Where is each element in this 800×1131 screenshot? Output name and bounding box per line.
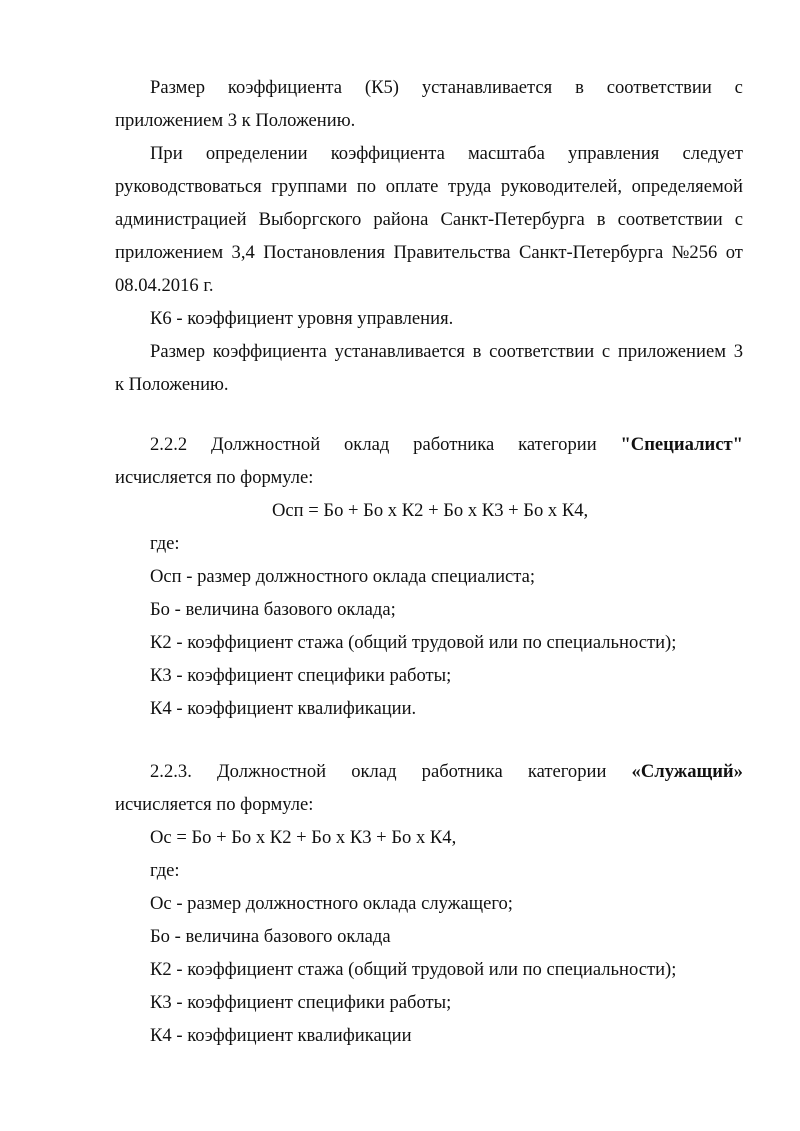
k6-definition: К6 - коэффициент уровня управления. xyxy=(150,308,454,329)
paragraph-scale-word: в xyxy=(596,209,606,230)
paragraph-k5-word: устанавливается xyxy=(421,77,553,98)
paragraph-k6-size-word: устанавливается xyxy=(334,341,465,362)
paragraph-scale-word: масштаба xyxy=(468,143,545,164)
where-label: где: xyxy=(150,860,180,881)
paragraph-scale-word: определяемой xyxy=(631,176,743,197)
paragraph-scale-line5: 08.04.2016 г. xyxy=(115,275,214,296)
paragraph-scale-word: труда xyxy=(448,176,492,197)
paragraph-scale-word: №256 xyxy=(671,242,718,263)
section-2-2-3-line2: исчисляется по формуле: xyxy=(115,794,314,815)
definition-item: К3 - коэффициент специфики работы; xyxy=(150,992,452,1013)
paragraph-k5-word: Размер xyxy=(150,77,205,98)
paragraph-k6-size-word: приложением xyxy=(617,341,726,362)
section-2-2-2-word: "Специалист" xyxy=(620,434,743,455)
paragraph-scale-word: определении xyxy=(205,143,308,164)
section-2-2-2-word: работника xyxy=(413,434,495,455)
section-2-2-2-heading xyxy=(150,429,743,462)
paragraph-scale-word: коэффициента xyxy=(330,143,445,164)
definition-item: К3 - коэффициент специфики работы; xyxy=(150,665,452,686)
where-label: где: xyxy=(150,533,180,554)
paragraph-scale-word: района xyxy=(373,209,429,230)
paragraph-scale-word: руководителей, xyxy=(500,176,622,197)
definition-item: Осп - размер должностного оклада специалиста; xyxy=(150,566,536,587)
paragraph-k6-size-word: 3 xyxy=(733,341,743,362)
section-2-2-3-word: работника xyxy=(421,761,503,782)
section-2-2-3-heading xyxy=(150,756,743,789)
paragraph-scale-word: управления xyxy=(568,143,660,164)
paragraph-scale-word: Санкт-Петербурга xyxy=(440,209,585,230)
section-2-2-3-word: «Служащий» xyxy=(631,761,743,782)
paragraph-k6-size-word: Размер xyxy=(150,341,205,362)
paragraph-scale-word: соответствии xyxy=(617,209,723,230)
paragraph-scale-word: 3,4 xyxy=(231,242,255,263)
paragraph-scale-word: с xyxy=(734,209,743,230)
paragraph-scale-word: При xyxy=(150,143,183,164)
paragraph-k5-word: коэффициента xyxy=(227,77,343,98)
paragraph-k6-size-line2: к Положению. xyxy=(115,374,229,395)
paragraph-k6-size-word: в xyxy=(472,341,482,362)
paragraph-k5-line2: приложением 3 к Положению. xyxy=(115,110,356,131)
section-2-2-2-word: Должностной xyxy=(211,434,321,455)
paragraph-k5-word: с xyxy=(734,77,743,98)
paragraph-scale-word: группами xyxy=(271,176,348,197)
section-2-2-2-line2: исчисляется по формуле: xyxy=(115,467,314,488)
paragraph-scale-word: Выборгского xyxy=(258,209,362,230)
section-2-2-3-word: оклад xyxy=(351,761,397,782)
paragraph-scale-word: Правительства xyxy=(393,242,511,263)
definition-item: К2 - коэффициент стажа (общий трудовой или по специальности); xyxy=(150,959,677,980)
paragraph-k5-word: соответствии xyxy=(606,77,712,98)
section-2-2-2-word: 2.2.2 xyxy=(150,434,188,455)
definition-item: К4 - коэффициент квалификации xyxy=(150,1025,412,1046)
paragraph-k5-word: в xyxy=(575,77,584,98)
paragraph-scale-word: следует xyxy=(682,143,743,164)
paragraph-scale-word: оплате xyxy=(385,176,439,197)
definition-item: К4 - коэффициент квалификации. xyxy=(150,698,417,719)
paragraph-k6-size-word: с xyxy=(601,341,611,362)
paragraph-scale-line4 xyxy=(115,237,743,270)
paragraph-k6-size-word: соответствии xyxy=(489,341,595,362)
paragraph-scale-line1 xyxy=(150,138,743,171)
paragraph-k6-size-word: коэффициента xyxy=(212,341,327,362)
section-2-2-3-word: Должностной xyxy=(216,761,327,782)
paragraph-scale-word: от xyxy=(725,242,743,263)
definition-item: Бо - величина базового оклада xyxy=(150,926,391,947)
section-2-2-2-word: оклад xyxy=(344,434,390,455)
section-2-2-3-word: категории xyxy=(527,761,607,782)
definition-item: К2 - коэффициент стажа (общий трудовой или по специальности); xyxy=(150,632,677,653)
paragraph-scale-word: администрацией xyxy=(115,209,247,230)
section-2-2-2-word: категории xyxy=(518,434,597,455)
paragraph-scale-word: Постановления xyxy=(263,242,386,263)
paragraph-scale-word: по xyxy=(356,176,377,197)
paragraph-k5-word: (К5) xyxy=(364,77,399,98)
paragraph-scale-word: Санкт-Петербурга xyxy=(518,242,664,263)
paragraph-scale-line2 xyxy=(115,171,743,204)
section-2-2-3-word: 2.2.3. xyxy=(150,761,192,782)
formula-specialist: Осп = Бо + Бо х К2 + Бо х К3 + Бо х К4, xyxy=(272,500,589,521)
paragraph-scale-word: руководствоваться xyxy=(115,176,262,197)
paragraph-k5-line1 xyxy=(150,72,743,105)
definition-item: Бо - величина базового оклада; xyxy=(150,599,396,620)
paragraph-scale-line3 xyxy=(115,204,743,237)
definition-item: Ос - размер должностного оклада служащего; xyxy=(150,893,513,914)
paragraph-k6-size-line1 xyxy=(150,336,743,369)
paragraph-scale-word: приложением xyxy=(115,242,224,263)
formula-employee: Ос = Бо + Бо х К2 + Бо х К3 + Бо х К4, xyxy=(150,827,457,848)
